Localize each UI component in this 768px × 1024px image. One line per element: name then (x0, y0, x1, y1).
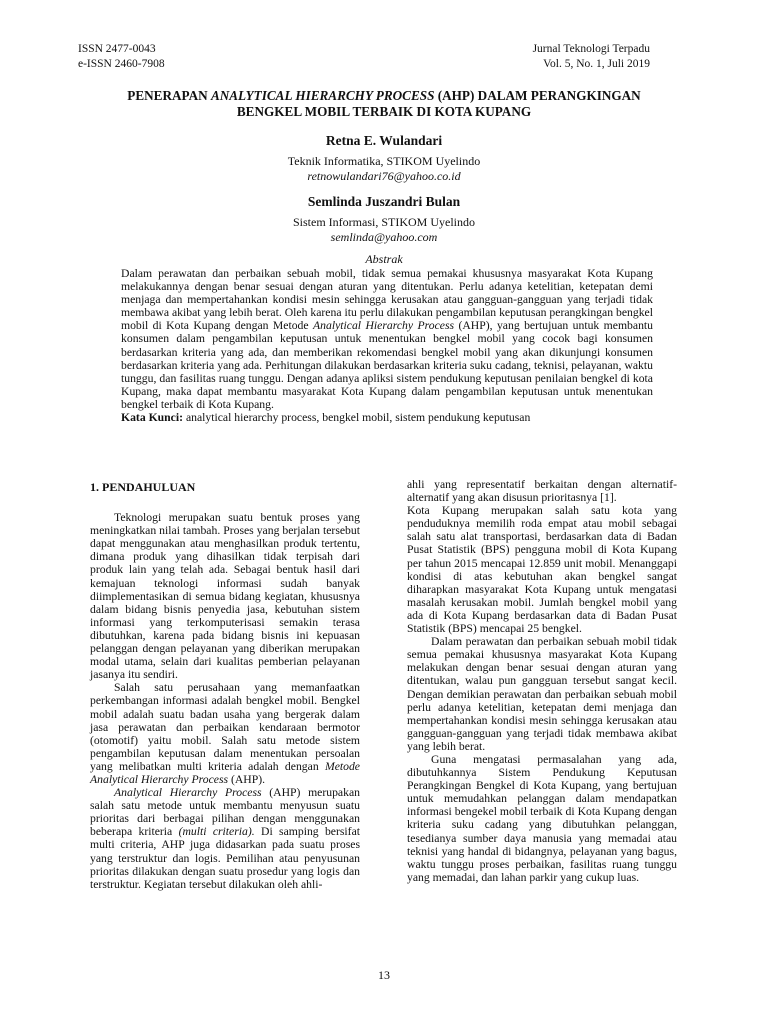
journal-block (533, 42, 650, 72)
abstract-text-italic: Analytical Hierarchy Process (313, 319, 455, 333)
abstract-text-a: Dalam perawatan dan perbaikan sebuah mobil, tidak semua pemakai khususnya masyarakat Kota Kupang melakukannya dengan benar sesuai dengan aturan yang ditentukan. Perlu adanya ketelitian, ketepatan demi menjaga dan mempertahankan kondisi mesin sehingga kerusakan atau gangguan-gangguan yang terjadi tidak membawa akibat yang lebih berat. Oleh karena itu perlu dilakukan pengambilan keputusan perangkingan bengkel mobil di Kota Kupang dengan Metode (121, 267, 653, 333)
paragraph-1: Teknologi merupakan suatu bentuk proses yang meningkatkan nilai tambah. Proses yang berjalan tersebut dapat menggunakan atau menghasilkan produk tertentu, dimana produk yang dihasilkan tidak terpisah dari produk lain yang telah ada. Sebagai bentuk hasil dari kemajuan teknologi informasi sudah banyak diimplementasikan di semua bidang kegiatan, khususnya dalam bidang bisnis penyedia jasa, kebutuhan sistem informasi yang terkomputerisasi semakin terasa dibutuhkan, karena pada bidang bisnis ini kepuasan pelanggan dengan pelayanan yang diberikan merupakan modal utama, selain dari kualitas pemberian pelayanan jasanya itu sendiri. (90, 511, 360, 682)
paragraph-3 (90, 786, 360, 891)
paragraph-r2: Kota Kupang merupakan salah satu kota yang penduduknya memilih roda empat atau mobil sebagai salah satu alat transportasi, berdasarkan data di Badan Pusat Statistik (BPS) pengguna mobil di Kota Kupang per tahun 2015 mencapai 12.859 unit mobil. Menanggapi kondisi di atas kebutuhan akan bengkel sangat diharapkan masyarakat Kota Kupang untuk mengatasi masalah kerusakan mobil. Jumlah bengkel mobil yang ada di Kota Kupang berdasarkan data di Badan Pusat Statistik (BPS) mencapai 25 bengkel. (407, 504, 677, 636)
page-number: 13 (378, 968, 390, 982)
paragraph-r4: Guna mengatasi permasalahan yang ada, dibutuhkannya Sistem Pendukung Keputusan Perangkingan Bengkel di Kota Kupang, yang bertujuan untuk memudahkan pelanggan dalam mendapatkan informasi bengekel mobil terbaik di Kota Kupang dengan kriteria suku cadang yang dibutuhkan pelanggan, tesedianya sumber daya manusia yang memadai atau teknisi yang handal di bidangnya, pelayanan yang bagus, waktu tunggu proses perbaikan, fasilitas ruang tunggu yang memadai, dan lahan parkir yang cukup luas. (407, 752, 677, 884)
author-2-name: Semlinda Juszandri Bulan (307, 194, 461, 209)
paragraph-2 (90, 681, 360, 786)
paragraph-3-italic: Analytical Hierarchy Process (114, 786, 262, 800)
author-1 (78, 133, 690, 184)
abstract-heading: Abstrak (365, 252, 403, 266)
paragraph-2-italic: Metode Analytical Hierarchy Process (90, 759, 360, 786)
left-column (90, 478, 360, 891)
right-column (407, 478, 677, 884)
abstract-body (121, 267, 653, 424)
journal-volume: Vol. 5, No. 1, Juli 2019 (543, 58, 650, 70)
keywords-label: Kata Kunci: (121, 411, 184, 425)
keywords-text: analytical hierarchy process, bengkel mobil, sistem pendukung keputusan (183, 411, 531, 425)
paragraph-3-a: (AHP) merupakan salah satu metode untuk membantu menyusun suatu prioritas dari berbagai pilihan dengan menggunakan beberapa kriteria (90, 786, 360, 839)
author-1-name: Retna E. Wulandari (325, 133, 443, 148)
title-suffix: (AHP) DALAM PERANGKINGAN (434, 88, 641, 103)
abstract-text-b: (AHP), yang bertujuan untuk membantu konsumen dalam pengambilan keputusan untuk menentukan bengkel mobil yang cocok bagi konsumen berdasarkan kriteria yang ada, dan memberikan rekomendasi bengkel mobil yang akan dikunjungi konsumen berdasarkan kriteria yang ada. Perhitungan dilakukan berdasarkan kriteria suku cadang, teknisi, pelayanan, waktu tunggu, dan fasilitas ruang tunggu. Dengan adanya apliksi sistem pendukung keputusan penilaian bengkel di kota Kupang, maka dapat membantu masyarakat Kota Kupang dalam pengambilan keputusan untuk menentukan bengkel terbaik di Kota Kupang. (121, 319, 654, 411)
paragraph-r3: Dalam perawatan dan perbaikan sebuah mobil tidak semua pemakai khususnya masyarakat Kota Kupang melakukan dengan benar sesuai dengan aturan yang ditentukan, walau pun gangguan tersebut sangat kecil. Dengan demikian perawatan dan perbaikan sebuah mobil perlu adanya ketelitian, ketepatan demi menjaga dan mempertahankan kondisi mesin sehingga kerusakan atau gangguan-gangguan yang terjadi tidak membawa akibat yang lebih berat. (407, 635, 677, 753)
paragraph-3-b: Di samping bersifat multi criteria, AHP juga didasarkan pada suatu proses yang terstruktur dan logis. Pemilihan atau penyusunan prioritas dilakukan dengan suatu prosedur yang logis dan terstruktur. Kegiatan tersebut dilakukan oleh ahli- (90, 825, 361, 891)
title-prefix: PENERAPAN (127, 88, 211, 103)
abstract-text (121, 267, 653, 411)
title-line-2: BENGKEL MOBIL TERBAIK DI KOTA KUPANG (236, 104, 532, 119)
author-2 (78, 194, 690, 245)
paper-title (78, 88, 690, 120)
issn-block (78, 42, 165, 72)
title-italic: ANALYTICAL HIERARCHY PROCESS (210, 88, 435, 103)
title-line-1 (78, 88, 690, 104)
issn: ISSN 2477-0043 (78, 43, 156, 55)
paragraph-3-italic-2: (multi criteria). (178, 825, 255, 839)
section-heading: 1. PENDAHULUAN (90, 480, 196, 494)
journal-name: Jurnal Teknologi Terpadu (532, 43, 650, 55)
author-2-email: semlinda@yahoo.com (330, 230, 438, 244)
keywords (121, 411, 653, 424)
paragraph-2-b: (AHP). (228, 772, 266, 786)
eissn: e-ISSN 2460-7908 (78, 58, 165, 70)
author-2-affiliation: Sistem Informasi, STIKOM Uyelindo (293, 215, 475, 229)
paragraph-2-a: Salah satu perusahaan yang memanfaatkan perkembangan informasi adalah bengkel mobil. Bengkel mobil adalah suatu badan usaha yang bergerak dalam jasa perawatan dan perbaikan kendaraan bermotor (otomotif) yaitu mobil. Salah satu metode sistem pengambilan keputusan dalam menentukan persoalan yang melibatkan multi kriteria adalah dengan (90, 681, 360, 773)
paragraph-r1: ahli yang representatif berkaitan dengan alternatif-alternatif yang akan disusun prioritasnya [1]. (407, 478, 677, 505)
author-1-email: retnowulandari76@yahoo.co.id (307, 169, 461, 183)
author-1-affiliation: Teknik Informatika, STIKOM Uyelindo (287, 154, 481, 168)
